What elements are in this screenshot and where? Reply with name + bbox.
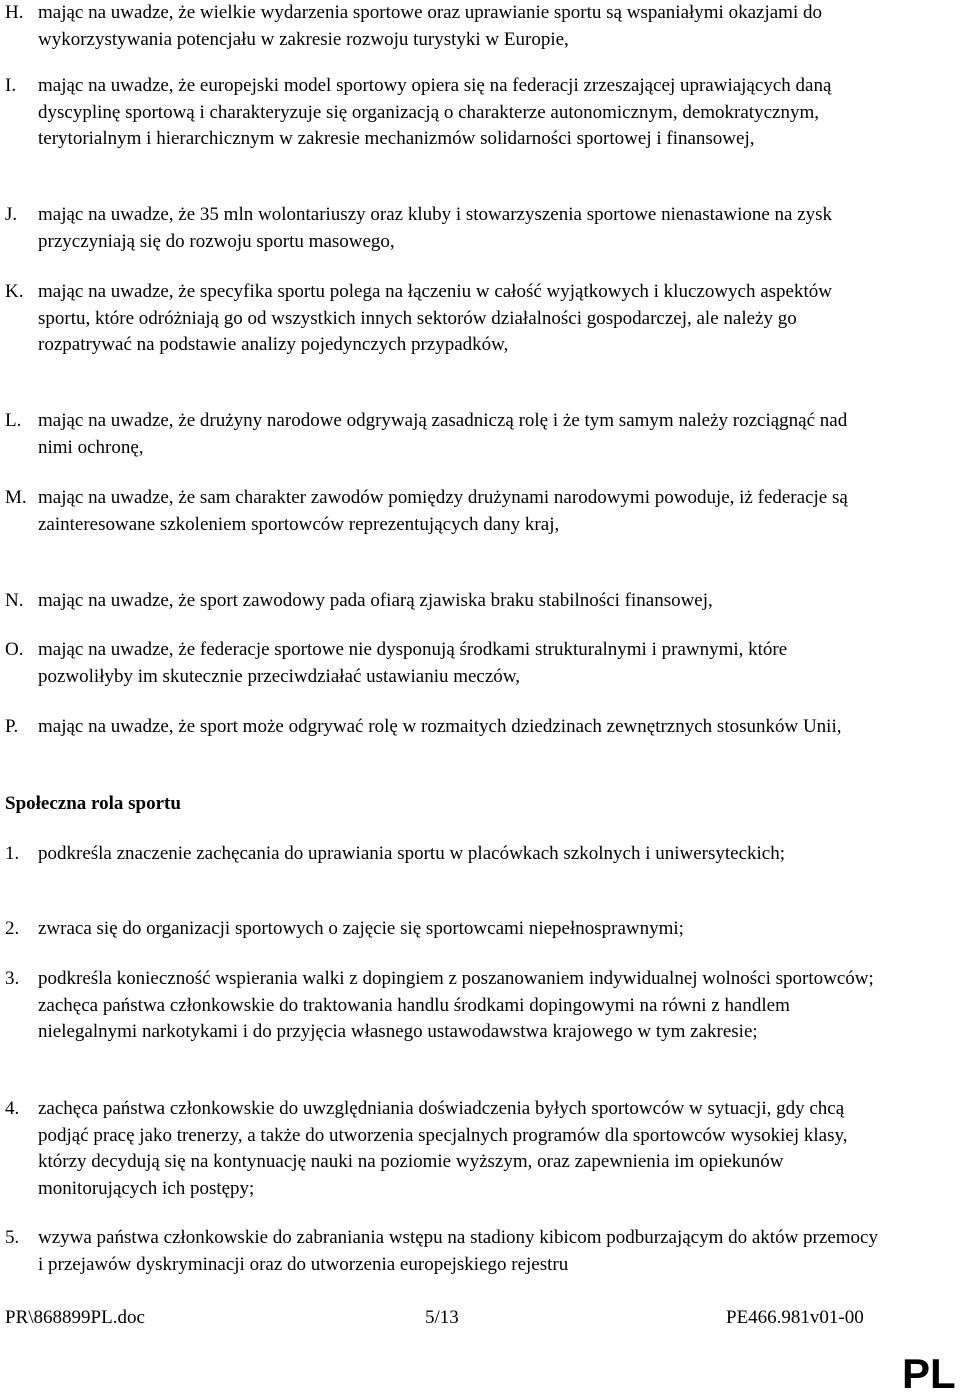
paragraph-5 [5, 1225, 885, 1278]
recital-marker: L. [5, 410, 22, 431]
recital-text: mając na uwadze, że sport zawodowy pada ofiarą zjawiska braku stabilności finansowej, [38, 590, 713, 611]
recital-marker: J. [5, 204, 18, 225]
recital-marker: N. [5, 590, 24, 611]
recital-text: mając na uwadze, że drużyny narodowe odgrywają zasadniczą rolę i że tym samym należy rozciągnąć nad nimi ochronę, [38, 410, 848, 458]
paragraph-number: 5. [5, 1227, 20, 1248]
recital-text: mając na uwadze, że federacje sportowe nie dysponują środkami strukturalnymi i prawnymi, które pozwoliłyby im skutecznie przeciwdziałać ustawianiu meczów, [38, 639, 788, 687]
recital-marker: P. [5, 716, 19, 737]
footer-pe-number: PE466.981v01-00 [726, 1307, 864, 1328]
recital-marker: O. [5, 639, 24, 660]
recital-marker: H. [5, 2, 24, 23]
recital-l [5, 408, 885, 461]
paragraph-2 [5, 916, 885, 943]
recital-h [5, 0, 885, 53]
recital-p [5, 714, 885, 741]
recital-o [5, 637, 885, 690]
language-code: PL [902, 1350, 956, 1397]
paragraph-4 [5, 1096, 885, 1202]
recital-marker: M. [5, 487, 27, 508]
recital-text: mając na uwadze, że europejski model sportowy opiera się na federacji zrzeszającej uprawiających daną dyscyplinę sportową i charakteryzuje się organizacją o charakterze autonomicznym, demokratycznym, terytorialnym i hierarchicznym w zakresie mechanizmów solidarności sportowej i finansowej, [38, 75, 832, 149]
recital-marker: I. [5, 75, 17, 96]
paragraph-number: 3. [5, 968, 20, 989]
recital-marker: K. [5, 281, 24, 302]
recital-text: mając na uwadze, że sam charakter zawodów pomiędzy drużynami narodowymi powoduje, iż federacje są zainteresowane szkoleniem sportowców reprezentujących dany kraj, [38, 487, 848, 535]
recital-i [5, 73, 885, 153]
paragraph-3 [5, 966, 885, 1046]
recital-m [5, 485, 885, 538]
paragraph-text: wzywa państwa członkowskie do zabraniania wstępu na stadiony kibicom podburzającym do aktów przemocy i przejawów dyskryminacji oraz do utworzenia europejskiego rejestru [38, 1227, 878, 1275]
paragraph-number: 4. [5, 1098, 20, 1119]
paragraph-1 [5, 841, 885, 868]
recital-text: mając na uwadze, że specyfika sportu polega na łączeniu w całość wyjątkowych i kluczowych aspektów sportu, które odróżniają go od wszystkich innych sektorów działalności gospodarczej, ale należy go rozpatrywać na podstawie analizy pojedynczych przypadków, [38, 281, 832, 355]
recital-n [5, 588, 885, 615]
paragraph-text: zwraca się do organizacji sportowych o zajęcie się sportowcami niepełnosprawnymi; [38, 918, 684, 939]
paragraph-text: podkreśla znaczenie zachęcania do uprawiania sportu w placówkach szkolnych i uniwersyteckich; [38, 843, 786, 864]
recital-text: mając na uwadze, że wielkie wydarzenia sportowe oraz uprawianie sportu są wspaniałymi okazjami do wykorzystywania potencjału w zakresie rozwoju turystyki w Europie, [38, 2, 822, 50]
recital-j [5, 202, 885, 255]
section-heading: Społeczna rola sportu [5, 793, 181, 814]
footer-page-number: 5/13 [425, 1307, 459, 1328]
recital-text: mając na uwadze, że sport może odgrywać rolę w rozmaitych dziedzinach zewnętrznych stosunków Unii, [38, 716, 842, 737]
paragraph-number: 2. [5, 918, 20, 939]
paragraph-number: 1. [5, 843, 20, 864]
paragraph-text: podkreśla konieczność wspierania walki z dopingiem z poszanowaniem indywidualnej wolności sportowców; zachęca państwa członkowskie do traktowania handlu środkami dopingowymi na równi z handlem nielegalnymi narkotykami i do przyjęcia własnego ustawodawstwa krajowego w tym zakresie; [38, 968, 874, 1042]
recital-k [5, 279, 885, 359]
recital-text: mając na uwadze, że 35 mln wolontariuszy oraz kluby i stowarzyszenia sportowe nienastawione na zysk przyczyniają się do rozwoju sportu masowego, [38, 204, 833, 252]
paragraph-text: zachęca państwa członkowskie do uwzględniania doświadczenia byłych sportowców w sytuacji, gdy chcą podjąć pracę jako trenerzy, a także do utworzenia specjalnych programów dla sportowców wysokiej klasy, którzy decydują się na kontynuację nauki na poziomie wyższym, oraz zapewnienia im opiekunów monitorujących ich postępy; [38, 1098, 848, 1199]
footer-document-ref: PR\868899PL.doc [5, 1307, 145, 1328]
